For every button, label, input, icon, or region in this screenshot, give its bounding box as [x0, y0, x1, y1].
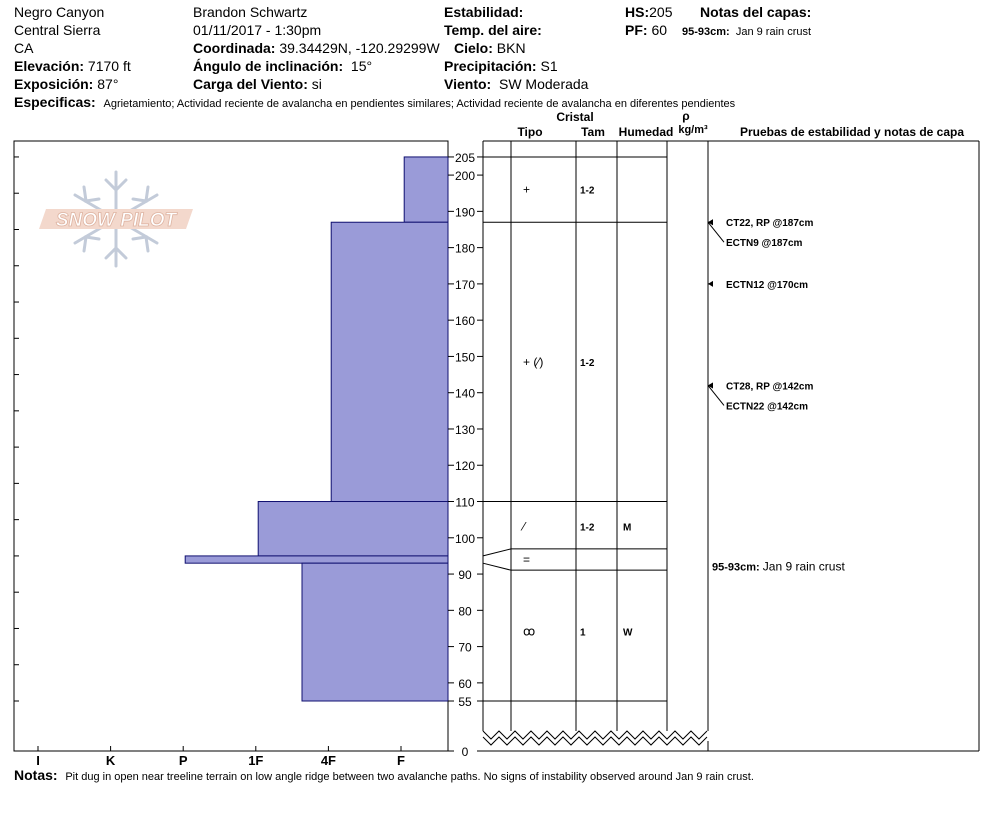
- test-pointer: [708, 222, 724, 242]
- height-tick-label: 160: [454, 314, 476, 329]
- hardness-bars: [185, 157, 448, 701]
- grain-size: 1: [580, 627, 586, 639]
- hardness-tick-label: F: [397, 753, 405, 768]
- wind-load-label: Carga del Viento:: [193, 76, 308, 92]
- moisture-value: W: [623, 627, 633, 639]
- hs-label: HS:: [625, 4, 650, 20]
- stability-test-label: ECTN9 @187cm: [726, 238, 803, 250]
- stability-tests-panel: [708, 141, 979, 751]
- type-header: Tipo: [517, 125, 543, 139]
- specifics-label: Especificas:: [14, 94, 96, 110]
- sky-label: Cielo:: [454, 40, 493, 56]
- height-tick-label: 130: [454, 422, 476, 437]
- height-tick-label: 110: [455, 495, 475, 510]
- crystal-header: Cristal: [556, 110, 594, 124]
- incline-label: Ángulo de inclinación:: [193, 58, 344, 74]
- height-tick-label: 205: [454, 150, 476, 165]
- hardness-bar: [302, 563, 448, 701]
- layer-connector: [483, 549, 511, 556]
- grain-size: 1-2: [580, 522, 595, 534]
- moisture-header: Humedad: [618, 125, 674, 139]
- density-symbol: ρ: [682, 109, 690, 123]
- height-tick-label: 120: [454, 459, 476, 474]
- notes-label: Notas:: [14, 767, 58, 783]
- layer-connector: [483, 563, 511, 570]
- hardness-bar: [331, 222, 448, 501]
- location-name: Negro Canyon: [14, 4, 105, 20]
- height-tick-label: 180: [454, 241, 476, 256]
- notes-row: [14, 766, 754, 786]
- snowpilot-logo: [39, 172, 193, 266]
- precip-value: S1: [540, 58, 558, 74]
- height-tick-label: 55: [458, 695, 472, 709]
- stability-label: Estabilidad:: [444, 4, 524, 20]
- range-name: Central Sierra: [14, 22, 101, 38]
- notes-value: Pit dug in open near treeline terrain on low angle ridge between two avalanche paths. No signs of instability observed around Jan 9 rain crust.: [65, 771, 754, 783]
- height-tick-label: 90: [458, 568, 472, 583]
- height-tick-label: 60: [458, 676, 472, 691]
- wind-load-value: si: [311, 76, 322, 92]
- coordinate-value: 39.34429N, -120.29299W: [279, 40, 440, 56]
- height-tick-label: 150: [454, 350, 476, 365]
- elevation-value: 7170 ft: [87, 58, 131, 74]
- state-name: CA: [14, 40, 34, 56]
- pf-value: 60: [651, 22, 668, 38]
- height-tick-label: 0: [461, 745, 469, 759]
- observer-name: Brandon Schwartz: [193, 4, 308, 20]
- layer-note: [712, 559, 845, 573]
- stability-test-label: ECTN22 @142cm: [726, 401, 809, 413]
- height-tick-label: 140: [454, 386, 476, 401]
- hardness-tick-label: 1F: [248, 753, 264, 768]
- elevation-label: Elevación:: [14, 58, 85, 74]
- test-arrowhead: [708, 281, 713, 287]
- incline-value: 15°: [350, 58, 373, 74]
- precip-label: Precipitación:: [444, 58, 537, 74]
- height-tick-label: 80: [458, 604, 472, 619]
- hardness-tick-label: P: [178, 753, 188, 768]
- hardness-tick-label: K: [105, 753, 116, 768]
- sky-value: BKN: [496, 40, 526, 56]
- hardness-bar: [185, 556, 448, 563]
- height-tick-label: 200: [454, 169, 476, 184]
- size-header: Tam: [581, 125, 605, 139]
- grain-type: ꝏ: [523, 624, 536, 639]
- hardness-tick-label: I: [36, 753, 40, 768]
- logo-text: SNOW PILOT: [55, 210, 177, 231]
- height-tick-label: 190: [454, 205, 476, 220]
- grain-size: 1-2: [580, 357, 595, 369]
- aspect-label: Exposición:: [14, 76, 94, 92]
- pf-label: PF:: [625, 22, 648, 38]
- test-pointer: [708, 385, 724, 405]
- grain-type: + (⁄): [523, 354, 544, 369]
- observation-datetime: 01/11/2017 - 1:30pm: [193, 22, 322, 38]
- layer-note-text: Jan 9 rain crust: [762, 559, 845, 574]
- grain-type: ⁄: [523, 519, 526, 534]
- height-tick-label: 100: [454, 531, 476, 546]
- stability-test-label: CT28, RP @142cm: [726, 381, 814, 393]
- stability-test-list: [708, 218, 813, 412]
- test-arrowhead: [708, 219, 713, 225]
- coordinate-label: Coordinada:: [193, 40, 276, 56]
- stability-test-label: ECTN12 @170cm: [726, 279, 809, 291]
- layer-notes-text: Jan 9 rain crust: [735, 26, 812, 38]
- grain-type: =: [523, 552, 531, 567]
- hardness-bar: [404, 157, 448, 222]
- specifics-value: Agrietamiento; Actividad reciente de avalancha en pendientes similares; Actividad reciente de avalancha en diferentes pendientes: [103, 98, 736, 110]
- grain-size: 1-2: [580, 185, 595, 197]
- hs-value: 205: [649, 4, 673, 20]
- wind-label: Viento:: [444, 76, 492, 92]
- test-arrowhead: [708, 382, 713, 388]
- stability-test-label: CT22, RP @187cm: [726, 218, 814, 230]
- hardness-tick-label: 4F: [320, 753, 336, 768]
- layer-notes-range: 95-93cm:: [682, 26, 730, 38]
- air-temp-label: Temp. del aire:: [444, 22, 542, 38]
- layer-table: [483, 141, 979, 751]
- height-tick-label: 170: [454, 277, 476, 292]
- hardness-bar: [258, 502, 448, 556]
- layer-note-list: [712, 559, 845, 573]
- density-unit: kg/m³: [678, 124, 708, 136]
- height-tick-label: 70: [458, 640, 472, 655]
- moisture-value: M: [623, 522, 632, 534]
- grain-type: +: [523, 182, 531, 197]
- aspect-value: 87°: [97, 76, 119, 92]
- layer-note-range: 95-93cm:: [712, 561, 763, 574]
- wind-value: SW Moderada: [498, 76, 589, 92]
- layer-notes-label: Notas del capas:: [700, 4, 812, 20]
- height-axis: [448, 151, 483, 759]
- stability-tests-header: Pruebas de estabilidad y notas de capa: [739, 125, 965, 139]
